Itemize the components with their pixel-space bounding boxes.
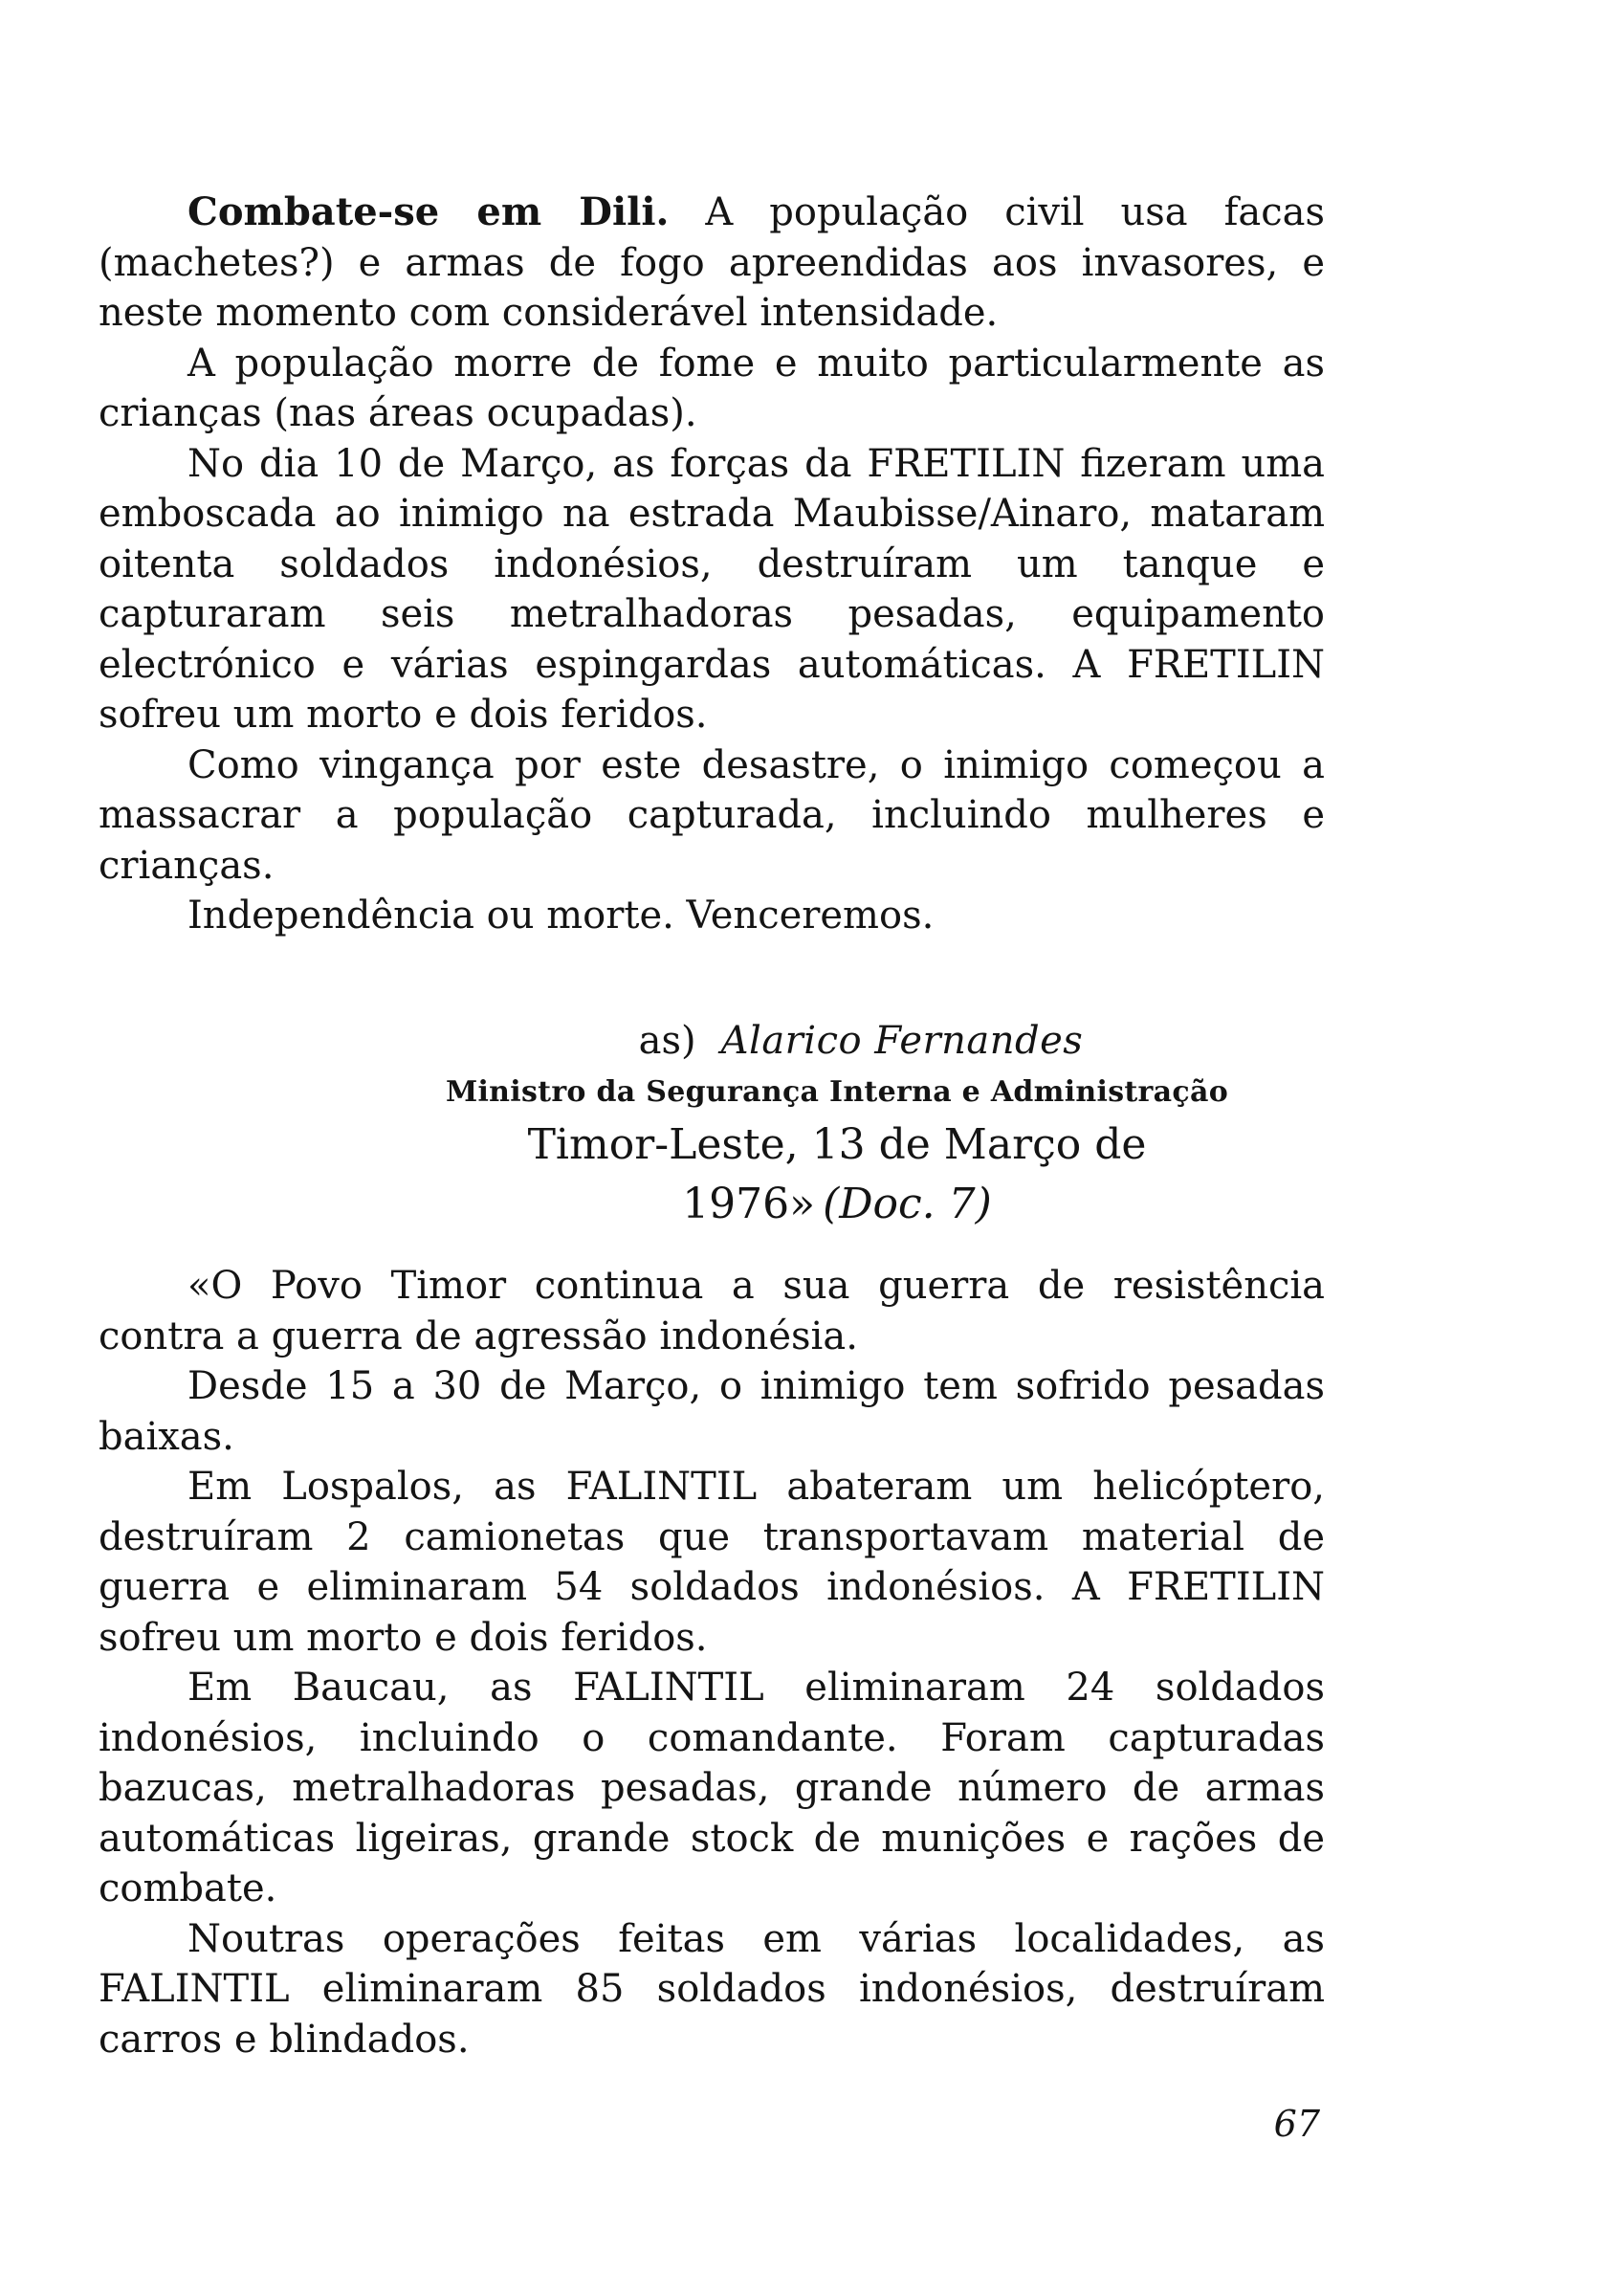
signature-name: Alarico Fernandes bbox=[720, 1019, 1084, 1063]
signature-prefix: as) bbox=[638, 1019, 696, 1063]
paragraph bbox=[99, 188, 1325, 339]
paragraph: Noutras operações feitas em várias localidades, as FALINTIL eliminaram 85 soldados indonésios, destruíram carros e blindados. bbox=[99, 1916, 1325, 2062]
paragraph: A população morre de fome e muito particularmente as crianças (nas áreas ocupadas). bbox=[99, 341, 1325, 435]
signature-place-date-line bbox=[416, 1115, 1258, 1234]
paragraph: Em Baucau, as FALINTIL eliminaram 24 soldados indonésios, incluindo o comandante. Foram capturadas bazucas, metralhadoras pesadas, grande número de armas automáticas ligeiras, grande stock de munições e rações de combate. bbox=[99, 1666, 1325, 1910]
document-reference: (Doc. 7) bbox=[823, 1180, 992, 1228]
paragraph: No dia 10 de Março, as forças da FRETILIN fizeram uma emboscada ao inimigo na estrada Maubisse/Ainaro, mataram oitenta soldados indonésios, destruíram um tanque e capturaram seis metralhadoras pesadas, equipamento electrónico e várias espingardas automáticas. A FRETILIN sofreu um morto e dois feridos. bbox=[99, 441, 1325, 737]
paragraph-lead: Combate-se em Dili. bbox=[187, 189, 670, 234]
signature-block bbox=[416, 1012, 1258, 1234]
paragraph: Em Lospalos, as FALINTIL abateram um helicóptero, destruíram 2 camionetas que transportavam material de guerra e eliminaram 54 soldados indonésios. A FRETILIN sofreu um morto e dois feridos. bbox=[99, 1465, 1325, 1660]
paragraph: Independência ou morte. Venceremos. bbox=[187, 894, 935, 938]
report-section-2 bbox=[99, 1261, 1325, 2064]
paragraph-text: A população civil usa facas (machetes?) e armas de fogo apreendidas aos invasores, e neste momento com considerável intensidade. bbox=[99, 190, 1326, 335]
signature-place-date: Timor-Leste, 13 de Março de 1976» bbox=[527, 1120, 1147, 1228]
signature-name-line bbox=[464, 1012, 1258, 1070]
page-number: 67 bbox=[1273, 2103, 1320, 2145]
report-section-1 bbox=[99, 188, 1325, 941]
paragraph: «O Povo Timor continua a sua guerra de resistência contra a guerra de agressão indonésia. bbox=[99, 1264, 1325, 1358]
signature-role: Ministro da Segurança Interna e Administração bbox=[445, 1075, 1229, 1109]
paragraph: Como vingança por este desastre, o inimigo começou a massacrar a população capturada, incluindo mulheres e crianças. bbox=[99, 742, 1325, 888]
paragraph: Desde 15 a 30 de Março, o inimigo tem sofrido pesadas baixas. bbox=[99, 1364, 1325, 1459]
